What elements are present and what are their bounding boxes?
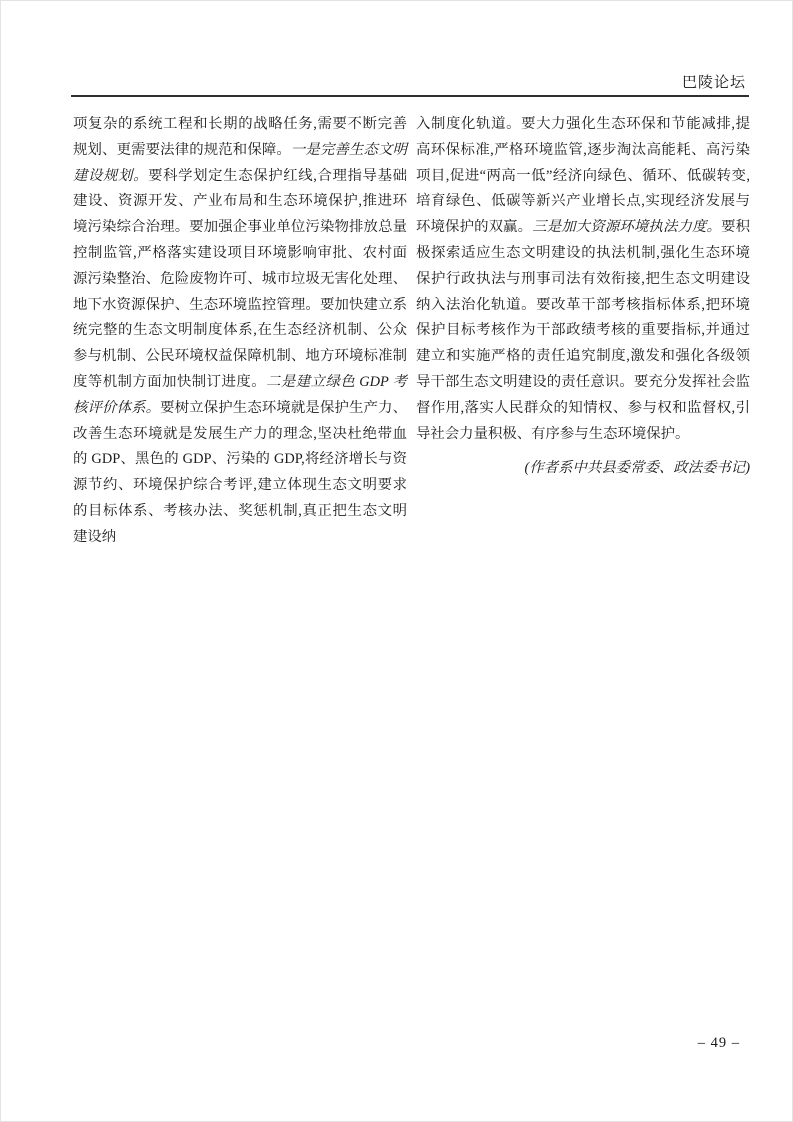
emphasis-run: 三是加大资源环境执法力度。: [532, 219, 722, 236]
journal-section-title: 巴陵论坛: [681, 74, 746, 91]
emphasis-run: 二是建立绿色 GDP 考核评价体系。: [73, 373, 407, 416]
text-run: 入制度化轨道。要大力强化生态环保和节能减排,提高环保标准,严格环境监管,逐步淘汰高能耗、高污染项目,促进“两高一低”经济向绿色、循环、低碳转变,培育绿色、低碳等新兴产业增长点,实现经济发展与环境保护的双赢。: [416, 116, 750, 236]
article-body: [73, 112, 749, 551]
article-column-right: [416, 112, 750, 551]
text-run: 要积极探索适应生态文明建设的执法机制,强化生态环境保护行政执法与刑事司法有效衔接,把生态文明建设纳入法治化轨道。要改革干部考核指标体系,把环境保护目标考核作为干部政绩考核的重要指标,并通过建立和实施严格的责任追究制度,激发和强化各级领导干部生态文明建设的责任意识。要充分发挥社会监督作用,落实人民群众的知情权、参与权和监督权,引导社会力量积极、有序参与生态环境保护。: [416, 219, 750, 442]
paragraph-right: [416, 112, 750, 447]
text-run: 要科学划定生态保护红线,合理指导基础建设、资源开发、产业布局和生态环境保护,推进环境污染综合治理。要加强企事业单位污染物排放总量控制监管,严格落实建设项目环境影响审批、农村面源污染整治、危险废物许可、城市垃圾无害化处理、地下水资源保护、生态环境监控管理。要加快建立系统完整的生态文明制度体系,在生态经济机制、公众参与机制、公民环境权益保障机制、地方环境标准制度等机制方面加快制订进度。: [73, 167, 407, 390]
author-attribution: (作者系中共县委常委、政法委书记): [524, 460, 750, 477]
paragraph-left: [73, 112, 407, 551]
emphasis-run: 一是完善生态文明建设规划。: [73, 141, 407, 184]
text-run: 要树立保护生态环境就是保护生产力、改善生态环境就是发展生产力的理念,坚决杜绝带血的 GDP、黑色的 GDP、污染的 GDP,将经济增长与资源节约、环境保护综合考评,建立体现生态文明要求的目标体系、考核办法、奖惩机制,真正把生态文明建设纳: [73, 399, 407, 545]
article-column-left: [73, 112, 407, 551]
header-rule: [71, 95, 749, 97]
page-number: – 49 –: [697, 1035, 740, 1051]
text-run: 项复杂的系统工程和长期的战略任务,需要不断完善规划、更需要法律的规范和保障。: [73, 116, 407, 158]
